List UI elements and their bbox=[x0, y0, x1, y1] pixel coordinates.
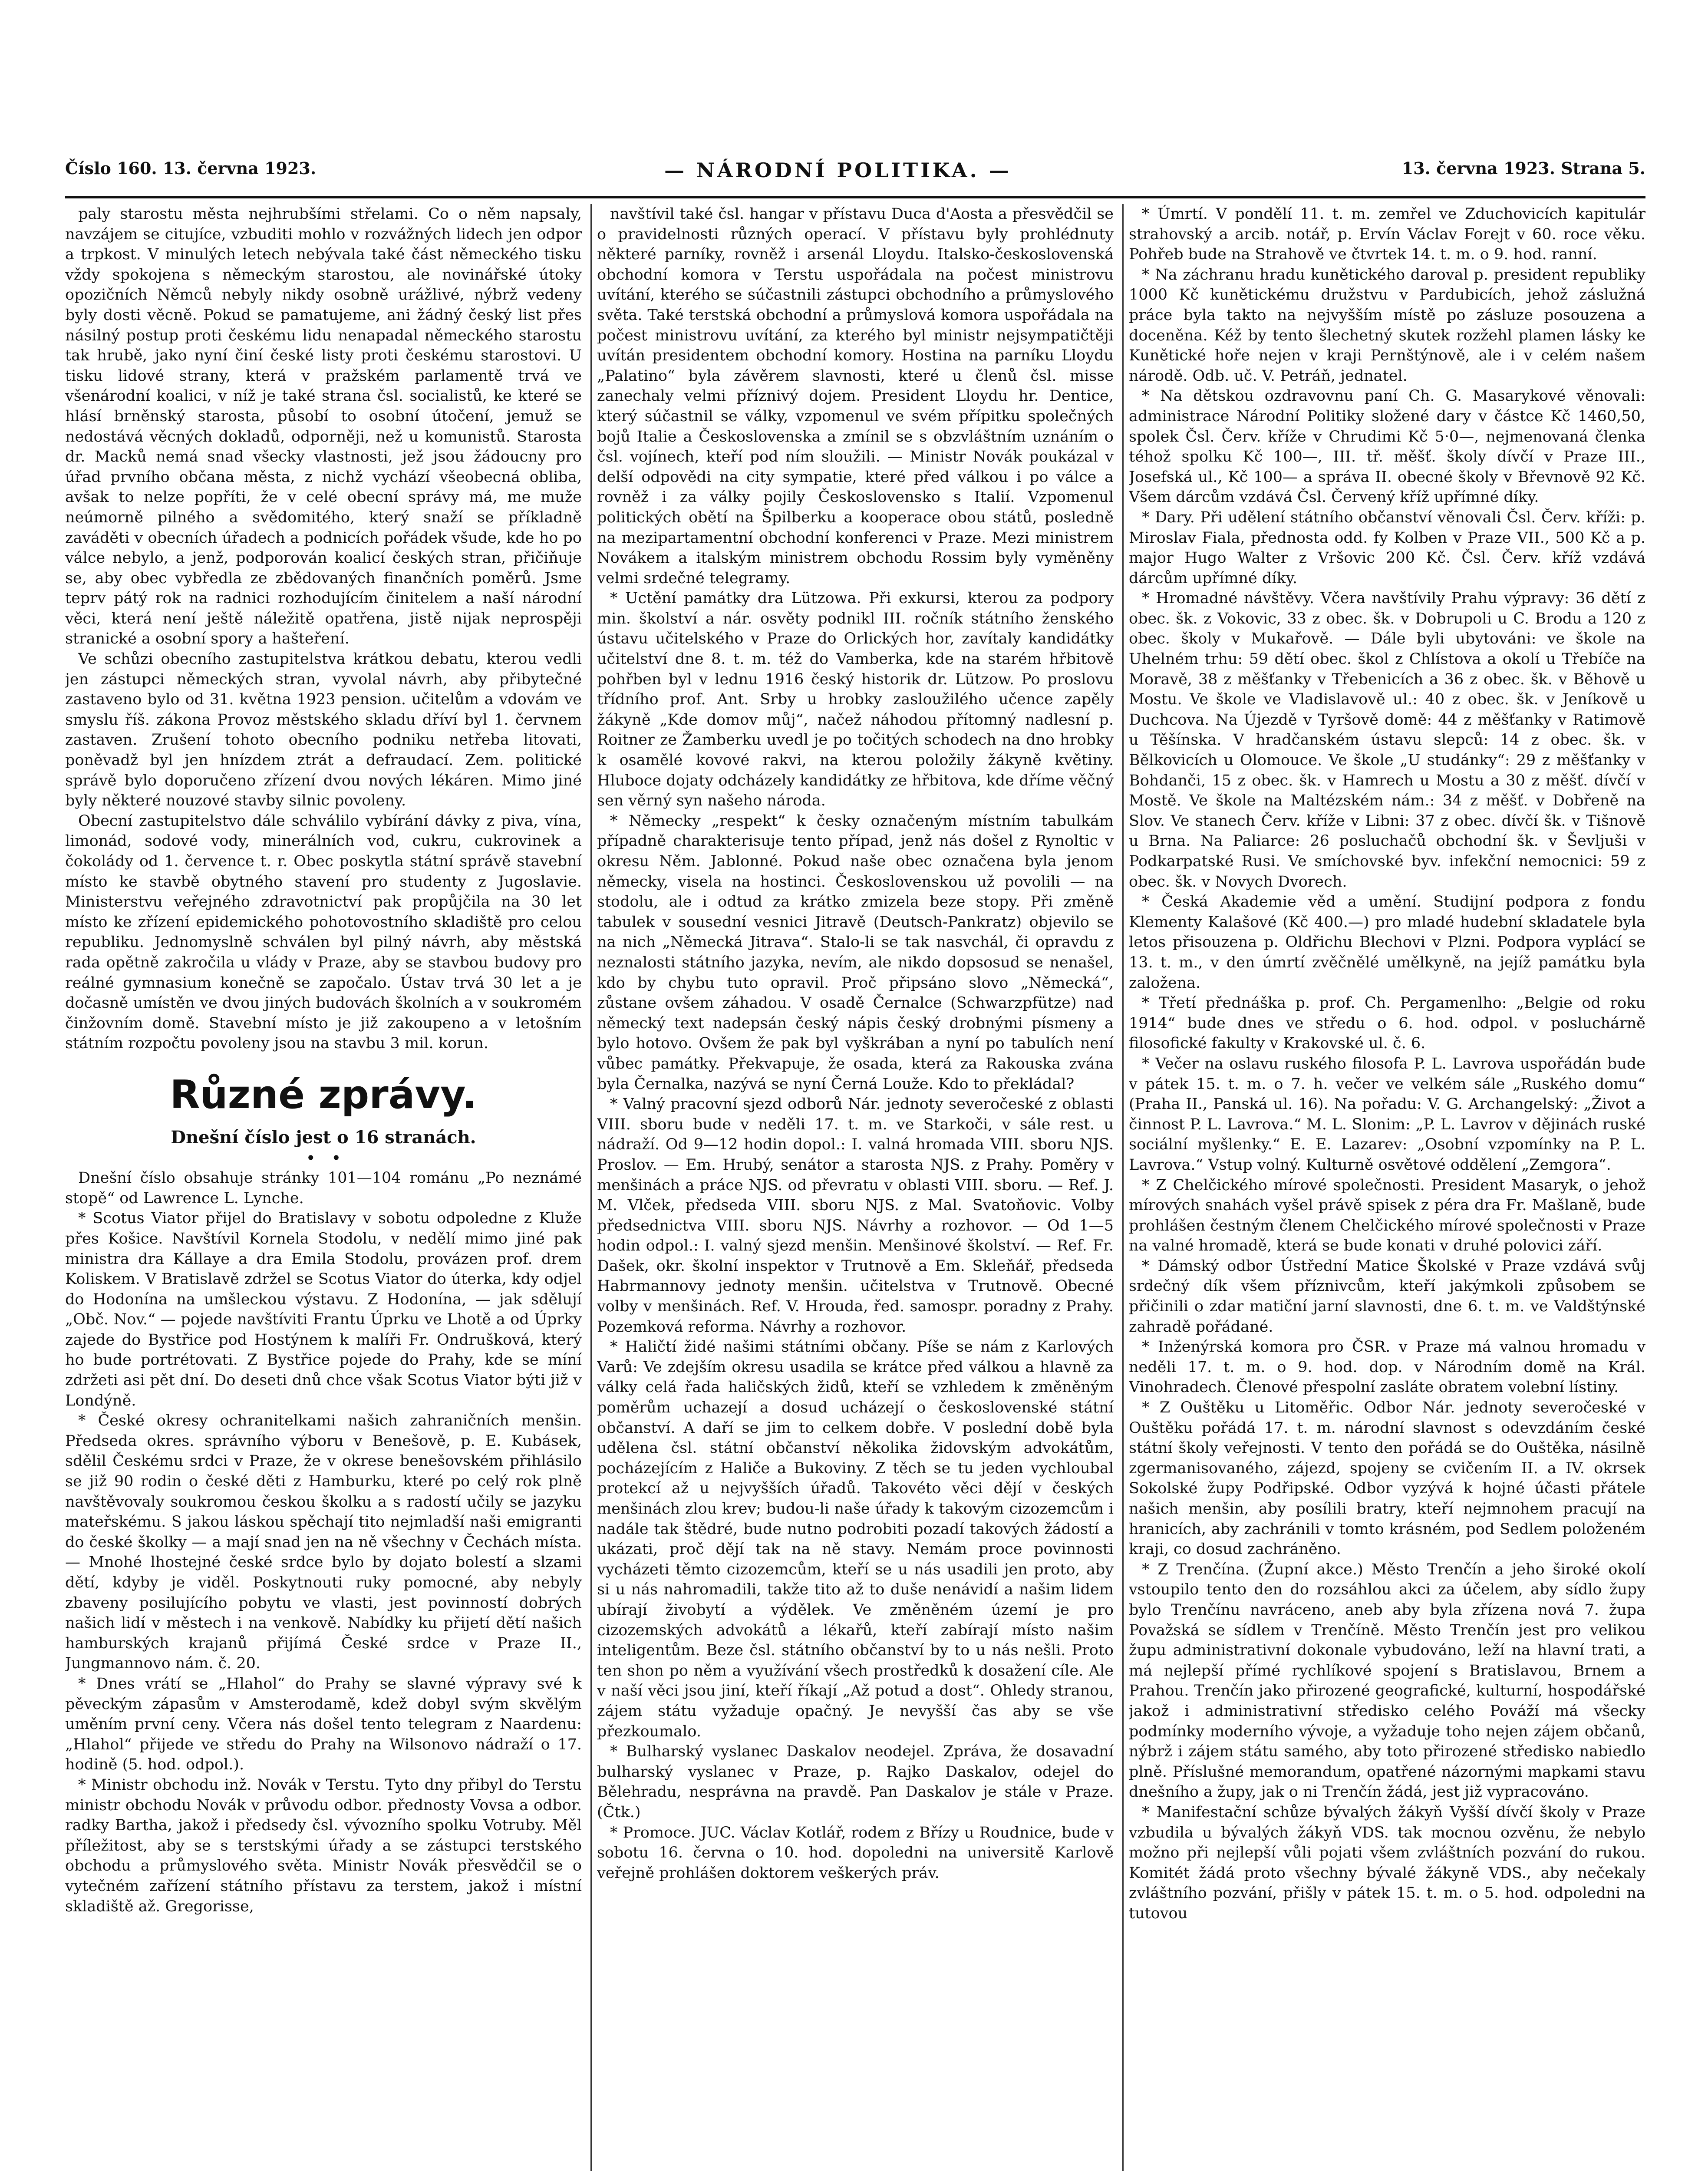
masthead-title: — NÁRODNÍ POLITIKA. — bbox=[664, 158, 1012, 182]
news-item: * Na dětskou ozdravovnu paní Ch. G. Masarykové věnovali: administrace Národní Politiky složené dary v částce Kč 1460,50, spolek Čsl. Červ. kříže v Chrudimi Kč 5·0—, nejmenovaná členka téhož spolku Kč 100—, III. tř. měšť. školy dívčí v Praze III., Josefská ul., Kč 100— a správa II. obecné školy v Břevnově 92 Kč. Všem dárcům vzdává Čsl. Červený kříž upřímné díky. bbox=[1129, 387, 1645, 506]
news-item: * Německy „respekt“ k česky označeným místním tabulkám případně charakterisuje tento případ, jenž nás došel z Rynoltic v okresu Něm. Jablonné. Pokud naše obec označena byla jenom německy, visela na hostinci. Československou už povolili — na stodolu, ale i odtud za krátko zmizela beze stopy. Při změně tabulek v sousední vesnici Jitravě (Deutsch-Pankratz) objevilo se na nich „Německá Jitrava“. Stalo-li se tak nasvchál, či opravdu z neznalosti státního jazyka, nevím, ale nikdo dopsosud se nenašel, kdo by chybu tuto opravil. Proč připsáno slovo „Německá“, zůstane ovšem záhadou. V osadě Černalce (Schwarzpfütze) nad německý text nadepsán český nápis český drobnými písmeny a bylo hotovo. Ovšem že pak byl vyškrában a nyní po tabulích není vůbec památky. Překvapuje, že osada, která za Rakouska zvána byla Černalka, nazývá se nyní Černá Louže. Kdo to překládal? bbox=[597, 812, 1114, 1093]
column-1 bbox=[65, 204, 582, 2171]
news-item: * Dary. Při udělení státního občanství věnovali Čsl. Červ. kříži: p. Miroslav Fiala, přednosta odd. fy Kolben v Praze VII., 500 Kč a p. major Hugo Walter z Vršovic 200 Kč. Čsl. Červ. kříž vzdává dárcům upřímné díky. bbox=[1129, 508, 1645, 587]
separator: • • bbox=[306, 1148, 341, 1168]
news-item: * Promoce. JUC. Václav Kotlář, rodem z Břízy u Roudnice, bude v sobotu 16. června o 10. hod. dopoledni na universitě Karlově veřejně prohlášen doktorem veškerých práv. bbox=[597, 1824, 1114, 1882]
news-item: * Z Trenčína. (Župní akce.) Město Trenčín a jeho široké okolí vstoupilo tento den do rozsáhlou akci za účelem, aby sídlo župy bylo Trenčínu navráceno, aneb aby byla zřízena nová 7. župa Považská se sídlem v Trenčíně. Město Trenčín jest pro velikou župu administrativní dokonale vybudováno, leží na hlavní trati, a má nejlepší přímé rychlíkové spojení s Bratislavou, Brnem a Prahou. Trenčín jako přirozené geografické, kulturní, hospodářské jakož i administrativní středisko celého Pováží má všecky podmínky moderního vývoje, a vyžaduje toho nejen zájem občanů, nýbrž i zájem státu samého, aby toto přirozené středisko nabiedlo plně. Příslušné memorandum, opatřené názornými mapkami stavu dnešního a župy, jak o ni Trenčín žádá, jest již vypracováno. bbox=[1129, 1561, 1645, 1801]
news-item: * Uctění památky dra Lützowa. Při exkursi, kterou za podpory min. školství a nár. osvěty podnikl III. ročník státního ženského ústavu učitelského v Praze do Orlických hor, zavítaly kandidátky učitelství dne 8. t. m. též do Vamberka, kde na starém hřbitově pohřben byl v lednu 1916 český historik dr. Lützow. Po proslovu třídního prof. Ant. Srby u hrobky zasloužilého učence zapěly žákyně „Kde domov můj“, načež náhodou přítomný nadlesní p. Roitner ze Žamberku uvedl je po točitých schodech na dno hrobky k osamělé kovové rakvi, na kterou položily žákyně květiny. Hluboce dojaty odcházely kandidátky ze hřbitova, kde dříme věčný sen věrný syn našeho národa. bbox=[597, 590, 1114, 810]
column-divider bbox=[590, 204, 592, 2171]
news-item: * Úmrtí. V pondělí 11. t. m. zemřel ve Zduchovicích kapitulár strahovský a arcib. notář, p. Ervín Václav Forejt v 60. roce věku. Pohřeb bude na Strahově ve čtvrtek 14. t. m. o 9. hod. ranní. bbox=[1129, 205, 1645, 264]
article-paragraph: Obecní zastupitelstvo dále schválilo vybírání dávky z piva, vína, limonád, sodové vody, minerálních vod, cukru, cukrovinek a čokolády od 1. července t. r. Obec poskytla státní správě stavební místo ke stavbě obytného stavení pro studenty z Jugoslavie. Ministerstvu veřejného zdravotnictví pak propůjčila na 30 let místo ke zřízení epidemického pohotovostního skladiště pro celou republiku. Jednomyslně schválen byl pilný návrh, aby městská rada opětně zakročila u vlády v Praze, aby se stavbou budovy pro reálné gymnasium konečně se započalo. Ústav trvá 30 let a je dočasně umístěn ve dvou jiných budovách školních a v soukromém činžovním domě. Stavební místo je již zakoupeno a v letošním státním rozpočtu povoleny jsou na stavbu 3 mil. korun. bbox=[65, 812, 582, 1053]
page-header bbox=[65, 154, 1645, 193]
news-item: * Česká Akademie věd a umění. Studijní podpora z fondu Klementy Kalašové (Kč 400.—) pro mladé hudební skladatele byla letos přisouzena p. Oldřichu Blechovi v Plzni. Podpora vyplácí se 13. t. m., v den úmrtí zvěčnělé umělkyně, na jejíž památku byla založena. bbox=[1129, 893, 1645, 992]
news-item: * Na záchranu hradu kunětického daroval p. president republiky 1000 Kč kunětickému družstvu v Pardubicích, jehož záslužná práce byla takto na nejvyšším místě po zásluze posouzena a doceněna. Kéž by tento šlechetný skutek rozžehl plamen lásky ke Kunětické hoře nejen v kraji Pernštýnově, ale i v celém našem národě. Odb. uč. V. Petráň, jednatel. bbox=[1129, 266, 1645, 385]
header-rule bbox=[65, 196, 1645, 198]
news-item: * Inženýrská komora pro ČSR. v Praze má valnou hromadu v neděli 17. t. m. o 9. hod. dop. v Národním domě na Král. Vinohradech. Členové přespolní zasláte obratem volební lístiny. bbox=[1129, 1338, 1645, 1396]
article-paragraph: Ve schůzi obecního zastupitelstva krátkou debatu, kterou vedli jen zástupci německých stran, vyvolal návrh, aby přibytečné zastaveno bylo od 31. května 1923 pension. učitelům a vdovám ve smyslu říš. zákona Provoz městského skladu dříví byl 1. červnem zastaven. Zrušení tohoto obecního podniku netřeba litovati, poněvadž byl jen hnízdem ztrát a defraudací. Zem. politické správě bylo doporučeno zřízení dvou nových lékáren. Mimo jiné byly některé nouzové stavby silnic povoleny. bbox=[65, 650, 582, 810]
page-number-right: 13. června 1923. Strana 5. bbox=[1401, 158, 1645, 178]
news-item: * Manifestační schůze bývalých žákyň Vyšší dívčí školy v Praze vzbudila u bývalých žákyň VDS. tak mocnou ozvěnu, že nebylo možno při nejlepší vůli pojati všem zvláštních pozvání do rukou. Komitét žádá proto všechny bývalé žákyně VDS., aby nečekaly zvláštního pozvání, přišly v pátek 15. t. m. o 5. hod. odpoledni na tutovou bbox=[1129, 1803, 1645, 1922]
column-2 bbox=[597, 204, 1114, 2171]
column-divider bbox=[1122, 204, 1124, 2171]
news-item: Dnešní číslo obsahuje stránky 101—104 románu „Po neznámé stopě“ od Lawrence L. Lynche. bbox=[65, 1169, 582, 1207]
news-item: * České okresy ochranitelkami našich zahraničních menšin. Předseda okres. správního výboru v Benešově, p. E. Kubásek, sdělil Českému srdci v Praze, že v okrese benešovském přihlásilo se již 90 rodin o české děti z Hamburku, které po celý rok plně navštěvovaly soukromou českou školku a s radostí učily se jazyku mateřskému. S jakou láskou spěchají tito nejmladší naši emigranti do české školky — a mají snad jen na ně všechny v Čechách místa. — Mnohé lhostejné české srdce bylo by dojato bolestí a slzami dětí, kdyby je viděl. Poskytnouti ruky pomocné, aby nebyly zbaveny posilujícího pobytu ve vlasti, jest povinností dobrých našich lidí v městech i na venkově. Nabídky ku přijetí dětí našich hamburských krajanů přijímá České srdce v Praze II., Jungmannovo nám. č. 20. bbox=[65, 1412, 582, 1673]
news-item: navštívil také čsl. hangar v přístavu Duca d'Aosta a přesvědčil se o pravidelnosti různých operací. V přístavu byly prohlédnuty některé parníky, rovněž i arsenál Lloydu. Italsko-československá obchodní komora v Terstu uspořádala na počest ministrovu uvítání, kterého se súčastnili zástupci obchodního a průmyslového světa. Také terstská obchodní a průmyslová komora uspořádala na počest ministrovu uvítání, za kterého byl ministr nejsympatičtěji uvítán presidentem obchodní komory. Hostina na parníku Lloydu „Palatino“ byla závěrem slavnosti, které u členů čsl. misse zanechaly velmi příznivý dojem. President Lloydu hr. Dentice, který súčastnil se války, vzpomenul ve svém přípitku společných bojů Italie a Československa a zmínil se s obzvláštním uznáním o čsl. vojínech, kteří pod ním sloužili. — Ministr Novák poukázal v delší odpovědi na city sympatie, které před válkou i po válce a rovněž i za války pojily Československo s Italií. Vzpomenul politických obětí na Špilberku a kooperace obou států, posledně na mezipartamentní obchodní konferenci v Praze. Mezi ministrem Novákem a italským ministrem obchodu Rossim byly vyměněny velmi srdečné telegramy. bbox=[597, 205, 1114, 587]
news-item: * Dnes vrátí se „Hlahol“ do Prahy se slavné výpravy své k pěveckým zápasům v Amsterodamě, kdež dobyl svým skvělým uměním první ceny. Včera nás došel tento telegram z Naardenu: „Hlahol“ přijede ve středu do Prahy na Wilsonovo nádraží o 17. hodině (5. hod. odpol.). bbox=[65, 1675, 582, 1774]
news-item: * Večer na oslavu ruského filosofa P. L. Lavrova uspořádán bude v pátek 15. t. m. o 7. h. večer ve velkém sále „Ruského domu“ (Praha II., Panská ul. 16). Na pořadu: V. G. Archangelský: „Život a činnost P. L. Lavrova.“ M. L. Slonim: „P. L. Lavrov v dějinách ruské sociální myšlenky.“ E. E. Lazarev: „Osobní vzpomínky na P. L. Lavrova.“ Vstup volný. Kulturně osvětové oddělení „Zemgora“. bbox=[1129, 1055, 1645, 1174]
column-3 bbox=[1129, 204, 1645, 2171]
issue-notice: Dnešní číslo jest o 16 stranách. bbox=[171, 1127, 476, 1148]
section-heading: Různé zprávy. bbox=[170, 1072, 477, 1118]
news-item: * Z Ouštěku u Litoměřic. Odbor Nár. jednoty severočeské v Ouštěku pořádá 17. t. m. národní slavnost s odevzdáním české státní školy veřejnosti. V tento den pořádá se do Ouštěka, násilně zgermanisovaného, zájezd, spojeny se cvičením II. a IV. okrsek Sokolské župy Podřipské. Odbor vyzývá k hojné účasti přátele našich menšin, aby posílili bratry, kteří nejmnohem pracují na hranicích, aby zachránili v tomto krásném, pod Sedlem položeném kraji, co dosud zachráněno. bbox=[1129, 1399, 1645, 1558]
news-item: * Bulharský vyslanec Daskalov neodejel. Zpráva, že dosavadní bulharský vyslanec v Praze, p. Rajko Daskalov, odejel do Bělehradu, nesprávna na pravdě. Pan Daskalov je stále v Praze. (Čtk.) bbox=[597, 1743, 1114, 1821]
news-item: * Hromadné návštěvy. Včera navštívily Prahu výpravy: 36 dětí z obec. šk. z Vokovic, 33 z obec. šk. v Dobrupoli u C. Brodu a 120 z obec. školy v Mukařově. — Dále byli ubytováni: ve škole na Uhelném trhu: 59 dětí obec. škol z Chlístova a okolí u Třebíče na Moravě, 38 z měšťanky v Třebenicích a 36 z obec. šk. v Běhově u Mostu. Ve škole ve Vladislavově ul.: 40 z obec. šk. v Jeníkově u Duchcova. Na Újezdě v Tyršově domě: 44 z měšťanky v Ratimově u Těšínska. V hradčanském ústavu slepců: 14 z obec. šk. v Bělkovicích u Olomouce. Ve škole „U studánky“: 29 z měšťanky v Bohdanči, 15 z obec. šk. v Hamrech u Mostu a 30 z měšť. dívčí v Mostě. Ve škole na Maltézském nám.: 34 z měšť. v Dobřeně na Slov. Ve stanech Červ. kříže v Libni: 37 z obec. dívčí šk. v Tišnově u Brna. Na Paliarce: 26 posluchačů obchodní šk. v Ševljuši v Podkarpatské Rusi. Ve smíchovské byv. infekční nemocnici: 59 z obec. šk. v Novych Dvorech. bbox=[1129, 590, 1645, 891]
news-item: * Valný pracovní sjezd odborů Nár. jednoty severočeské z oblasti VIII. sboru bude v neděli 17. t. m. ve Starkoči, v sále rest. u nádraží. Od 9—12 hodin dopol.: I. valná hromada VIII. sboru NJS. Proslov. — Em. Hrubý, senátor a starosta NJS. z Prahy. Poměry v menšinách a práce NJS. od převratu v oblasti VIII. sboru. — Ref. J. M. Vlček, předseda VIII. sboru NJS. z Mal. Svatoňovic. Volby předsednictva VIII. sboru NJS. Návrhy a rozhovor. — Od 1—5 hodin odpol.: I. valný sjezd menšin. Menšinové školství. — Ref. Fr. Dašek, okr. školní inspektor v Trutnově a Em. Skleňář, předseda Habrmannovy jednoty menšin. učitelstva v Trutnově. Obecné volby v menšinách. Ref. V. Hrouda, řed. samospr. poradny z Prahy. Pozemková reforma. Návrhy a rozhovor. bbox=[597, 1095, 1114, 1336]
news-item: * Haličtí židé našimi státními občany. Píše se nám z Karlových Varů: Ve zdejším okresu usadila se krátce před válkou a hlavně za války celá řada haličských židů, kteří se vzhledem k změněným poměrům uchazejí a dosud ucházejí o československé státní občanství. A daří se jim to celkem dobře. V poslední době byla udělena čsl. státní občanství několika židovským advokátům, pocházejícím z Haliče a Bukoviny. Z těch se tu jeden vychloubal protekcí až u nejvyšších úřadů. Takovéto věci dějí v českých menšinách zlou krev; budou-li naše úřady k takovým cizozemcům i nadále tak štědré, bude nutno podrobiti pozadí takových žádostí a ukázati, proč dějí tak na ně stavy. Nemám proce povinnosti vycházeti těmto cizozemcům, kteří se u nás usadili jen proto, aby si u nás nahromadili, takže tito až to duše nenávidí a našim lidem ubírají živobytí a výdělek. Ve změněném území je pro cizozemských advokátů a lékařů, kteří zabírají místo našim inteligentům. Beze čsl. státního občanství by to u nás nešli. Proto ten shon po něm a využívání všech prostředků k dosažení cíle. Ale v naší věci jsou jiní, kteří říkají „Až potud a dost“. Ohledy stranou, zájem státu vyžaduje opačný. Je nevyšší čas aby se vše přezkoumalo. bbox=[597, 1338, 1114, 1740]
news-item: * Dámský odbor Ústřední Matice Školské v Praze vzdává svůj srdečný dík všem příznivcům, kteří jakýmkoli způsobem se přičinili o zdar matiční jarní slavnosti, dne 6. t. m. ve Valdštýnské zahradě pořádané. bbox=[1129, 1257, 1645, 1336]
issue-date-left: Číslo 160. 13. června 1923. bbox=[65, 158, 317, 178]
news-item: * Scotus Viator přijel do Bratislavy v sobotu odpoledne z Kluže přes Košice. Navštívil Kornela Stodolu, v nedělí mimo jiné pak ministra dra Kállaye a dra Emila Stodolu, provázen prof. drem Koliskem. V Bratislavě zdržel se Scotus Viator do úterka, kdy odjel do Hodonína na umšleckou výstavu. Z Hodonína, — jak sdělují „Obč. Nov.“ — pojede navštíviti Frantu Úprku ve Lhotě a od Úprky zajede do Bystřice pod Hostýnem k malíři Fr. Ondrušková, který ho bude portrétovati. Z Bystřice pojede do Prahy, kde se míní zdržeti asi pět dní. Do deseti dnů chce však Scotus Viator býti již v Londýně. bbox=[65, 1210, 582, 1409]
news-item: * Třetí přednáška p. prof. Ch. Pergamenlho: „Belgie od roku 1914“ bude dnes ve středu o 6. hod. odpol. v posluchárně filosofické fakulty v Krakovské ul. č. 6. bbox=[1129, 994, 1645, 1053]
news-item: * Ministr obchodu inž. Novák v Terstu. Tyto dny přibyl do Terstu ministr obchodu Novák v průvodu odbor. přednosty Vovsa a odbor. radky Bartha, jakož i předsedy čsl. vývozního spolku Votruby. Měl příležitost, aby se s terstskými úřady a se zástupci terstského obchodu a průmyslového světa. Ministr Novák přesvědčil se o vytečném zařízení státního přístavu za terstem, jakož i místní skladiště až. Gregorisse, bbox=[65, 1776, 582, 1915]
news-item: * Z Chelčického mírové společnosti. President Masaryk, o jehož mírových snahách vyšel právě spisek z péra dra Fr. Mašlaně, bude prohlášen čestným členem Chelčického mírové společnosti v Praze na valné hromadě, která se bude konati v druhé polovici září. bbox=[1129, 1176, 1645, 1255]
article-paragraph: paly starostu města nejhrubšími střelami. Co o něm napsaly, navzájem se citujíce, vzbuditi mohlo v rozvážných lidech jen odpor a trpkost. V minulých letech nebývala také část německého tisku vždy spokojena s německým starostou, ale novinářské útoky opozičních Němců nebyly nikdy osobně urážlivé, nýbrž vedeny byly dosti věcně. Pokud se pamatujeme, ani žádný český list přes násilný postup proti českému lidu nenapadal německého starostu tak hrubě, jako nyní činí české listy proti českému starostovi. U tisku lidové strany, která v pražském parlamentě trvá ve všenárodní koalici, v níž je také strana čsl. socialistů, ke které se hlásí brněnský starosta, působí to osobní útočení, jemuž se nedostává věcných dokladů, odporněji, než u komunistů. Starosta dr. Macků nemá snad všecky vlastnosti, jež jsou žádoucny pro úřad prvního občana města, z nichž vychází všeobecná obliba, avšak to nelze popříti, že v celé obecní správy má, me muže neúmorně pilného a svědomitého, který snaží se příkladně zaváděti v obecních úřadech a podnicích pořádek všude, kde ho po válce nebylo, a jenž, podporován koalicí českých stran, přičiňuje se, aby obec vybředla ze zbědovaných finančních poměrů. Jsme teprv pátý rok na radnici rozhodujícím činitelem a naší národní věci, která není ještě náležitě opatřena, jistě nijak neprospěji stranické a osobní spory a hašteření. bbox=[65, 205, 582, 648]
